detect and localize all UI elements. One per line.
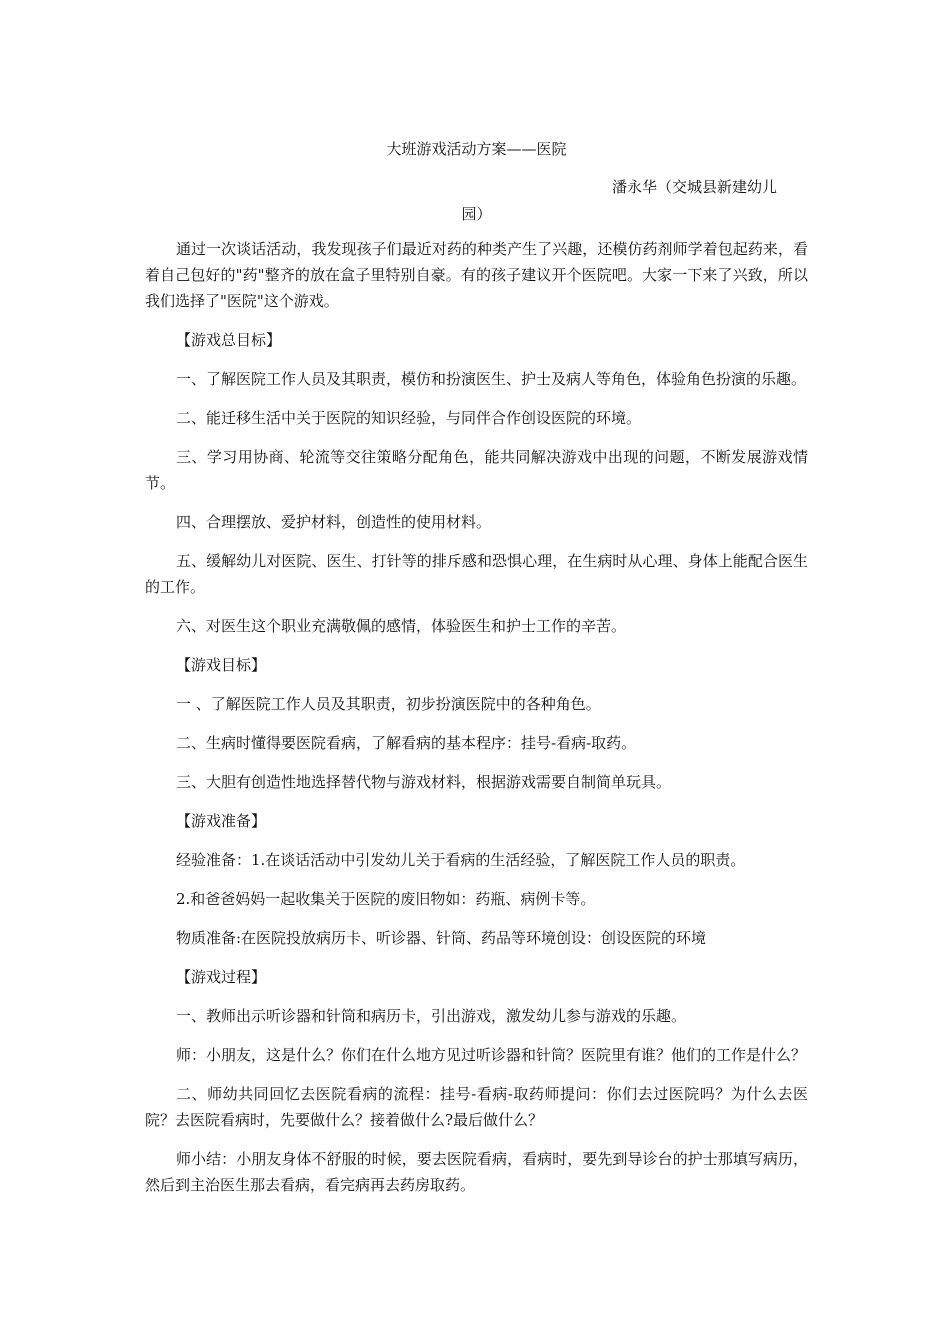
author-line-1: 潘永华（交城县新建幼儿	[612, 178, 778, 196]
paragraph: 2.和爸爸妈妈一起收集关于医院的废旧物如：药瓶、病例卡等。	[176, 890, 596, 908]
paragraph: 六、对医生这个职业充满敬佩的感情，体验医生和护士工作的辛苦。	[176, 617, 627, 635]
document-title: 大班游戏活动方案——医院	[386, 140, 567, 158]
paragraph: 二、生病时懂得要医院看病，了解看病的基本程序：挂号-看病-取药。	[176, 734, 637, 752]
paragraph: 四、合理摆放、爱护材料，创造性的使用材料。	[176, 513, 492, 531]
section-heading-overall-goals: 【游戏总目标】	[176, 331, 282, 349]
paragraph: 五、缓解幼儿对医院、医生、打针等的排斥感和恐惧心理，在生病时从心理、身体上能配合医生的工作。	[145, 552, 808, 596]
paragraph: 二、能迁移生活中关于医院的知识经验，与同伴合作创设医院的环境。	[176, 409, 642, 427]
paragraph: 二、师幼共同回忆去医院看病的流程：挂号-看病-取药师提问：你们去过医院吗？为什么去医院？去医院看病时，先要做什么？接着做什么?最后做什么？	[145, 1085, 808, 1129]
paragraph-intro: 通过一次谈话活动，我发现孩子们最近对药的种类产生了兴趣，还模仿药剂师学着包起药来，看着自己包好的"药"整齐的放在盒子里特别自豪。有的孩子建议开个医院吧。大家一下来了兴致，所以我们选择了"医院"这个游戏。	[145, 240, 808, 310]
section-heading-preparation: 【游戏准备】	[176, 812, 267, 830]
document-body	[145, 236, 808, 1211]
paragraph: 经验准备：1.在谈话活动中引发幼儿关于看病的生活经验，了解医院工作人员的职责。	[176, 851, 746, 869]
author-line-2: 园）	[461, 205, 492, 223]
document-page	[145, 0, 808, 1344]
paragraph: 一、了解医院工作人员及其职责，模仿和扮演医生、护士及病人等角色，体验角色扮演的乐趣。	[176, 370, 807, 388]
paragraph: 师：小朋友，这是什么？你们在什么地方见过听诊器和针筒？医院里有谁？他们的工作是什么？	[176, 1046, 807, 1064]
paragraph: 物质准备:在医院投放病历卡、听诊器、针筒、药品等环境创设：创设医院的环境	[176, 929, 707, 947]
paragraph: 一 、了解医院工作人员及其职责，初步扮演医院中的各种角色。	[176, 695, 601, 713]
paragraph: 三、大胆有创造性地选择替代物与游戏材料，根据游戏需要自制简单玩具。	[176, 773, 672, 791]
section-heading-process: 【游戏过程】	[176, 968, 267, 986]
paragraph: 师小结：小朋友身体不舒服的时候，要去医院看病，看病时，要先到导诊台的护士那填写病历，然后到主治医生那去看病，看完病再去药房取药。	[145, 1150, 808, 1194]
section-heading-goals: 【游戏目标】	[176, 656, 267, 674]
paragraph: 三、学习用协商、轮流等交往策略分配角色，能共同解决游戏中出现的问题，不断发展游戏情节。	[145, 448, 808, 492]
paragraph: 一、教师出示听诊器和针筒和病历卡，引出游戏，激发幼儿参与游戏的乐趣。	[176, 1007, 687, 1025]
